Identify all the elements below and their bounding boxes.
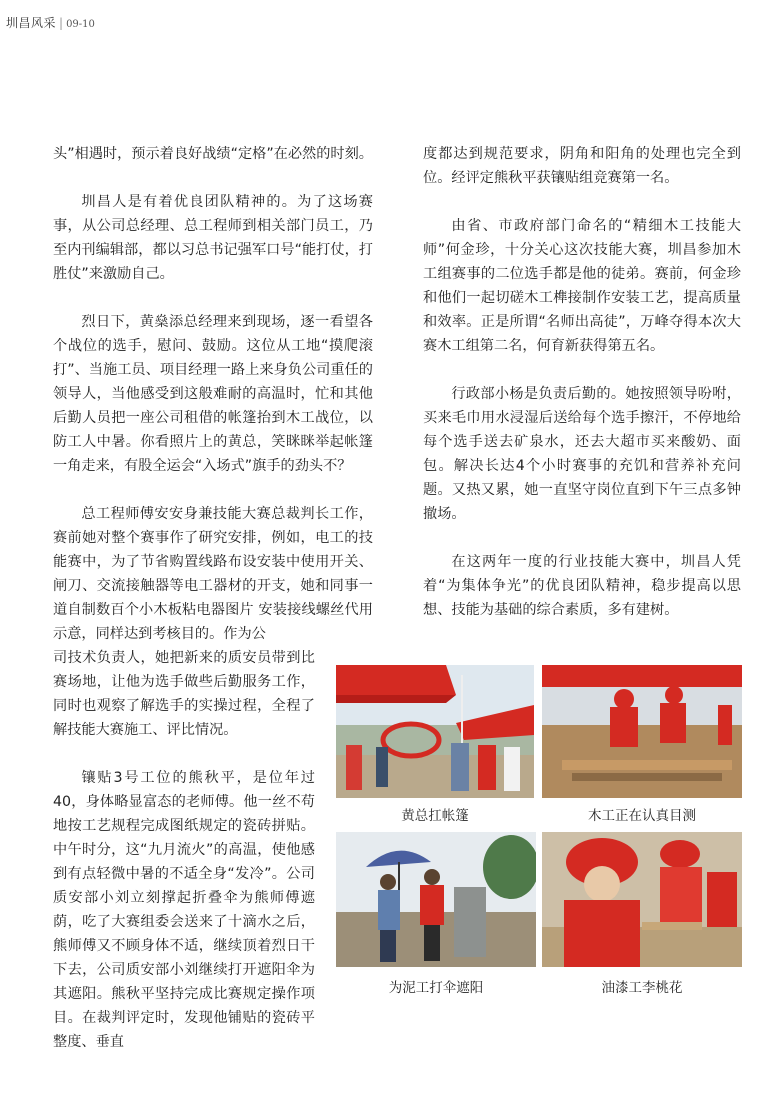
photo-painter-li-taohua [542,832,742,967]
magazine-name: 圳昌风采 [6,16,57,30]
left-paragraph-4: 总工程师傅安安身兼技能大赛总裁判长工作，赛前她对整个赛事作了研究安排，例如，电工的技能赛中，为了节省购置线路布设安装中使用开关、闸刀、交流接触器等电工器材的开支，她和同事一道自制数百个小木板粘电器图片 安装接线螺丝代用示意，同样达到考核目的。作为公 [53,506,373,642]
left-paragraph-2: 圳昌人是有着优良团队精神的。为了这场赛事，从公司总经理、总工程师到相关部门员工，乃至内刊编辑部，都以习总书记强军口号“能打仗，打胜仗”来激励自己。 [53,194,373,282]
caption-photo-4: 油漆工李桃花 [601,980,683,996]
right-paragraph-3: 行政部小杨是负责后勤的。她按照领导吩咐，买来毛巾用水浸湿后送给每个选手擦汗，不停地给每个选手送去矿泉水，还去大超市买来酸奶、面包。解决长达4个小时赛事的充饥和营养补充问题。又热又累，她一直坚守岗位直到下午三点多钟撤场。 [423,386,741,522]
left-paragraph-3: 烈日下，黄燊添总经理来到现场，逐一看望各个战位的选手，慰问、鼓励。这位从工地“摸爬滚打”、当施工员、项目经理一路上来身负公司重任的领导人，当他感受到这般难耐的高温时，忙和其他后勤人员把一座公司租借的帐篷抬到木工战位，以防工人中暑。你看照片上的黄总，笑眯眯举起帐篷一角走来，有股全运会“入场式”旗手的劲头不？ [53,314,373,474]
photo-manager-carrying-tent [336,665,534,798]
caption-photo-2: 木工正在认真目测 [588,808,696,824]
photo-carpenters-measuring [542,665,742,798]
right-column [423,142,741,646]
page-header [6,14,95,31]
page-number: 09-10 [66,19,95,30]
left-column [53,142,373,1078]
right-paragraph-4: 在这两年一度的行业技能大赛中，圳昌人凭着“为集体争光”的优良团队精神，稳步提高以思想、技能为基础的综合素质，多有建树。 [423,554,741,618]
caption-photo-1: 黄总扛帐篷 [401,808,469,824]
left-paragraph-5: 镶贴3号工位的熊秋平，是位年过40，身体略显富态的老师傅。他一丝不苟地按工艺规程完成图纸规定的瓷砖拼贴。中午时分，这“九月流火”的高温，使他感到有点轻微中暑的不适全身“发冷”。公司质安部小刘立刻撑起折叠伞为熊师傅遮荫，吃了大赛组委会送来了十滴水之后，熊师傅又不顾身体不适，继续顶着烈日干下去，公司质安部小刘继续打开遮阳伞为其遮阳。熊秋平坚持完成比赛规定操作项目。在裁判评定时，发现他铺贴的瓷砖平整度、垂直 [53,770,315,1050]
left-paragraph-4-continued: 司技术负责人，她把新来的质安员带到比赛场地，让他为选手做些后勤服务工作，同时也观察了解选手的实操过程，全程了解技能大赛施工、评比情况。 [53,650,315,738]
right-paragraph-1: 度都达到规范要求，阴角和阳角的处理也完全到位。经评定熊秋平获镶贴组竞赛第一名。 [423,146,741,186]
left-paragraph-1: 头”相遇时，预示着良好战绩“定格”在必然的时刻。 [53,146,373,162]
caption-photo-3: 为泥工打伞遮阳 [388,980,484,996]
photo-umbrella-for-mason [336,832,536,967]
header-divider: | [59,16,64,30]
right-paragraph-2: 由省、市政府部门命名的“精细木工技能大师”何金珍，十分关心这次技能大赛，圳昌参加木工组赛事的二位选手都是他的徒弟。赛前，何金珍和他们一起切磋木工榫接制作安装工艺，提高质量和效率。正是所谓“名师出高徒”，万峰夺得本次大赛木工组第二名，何育新获得第五名。 [423,218,741,354]
